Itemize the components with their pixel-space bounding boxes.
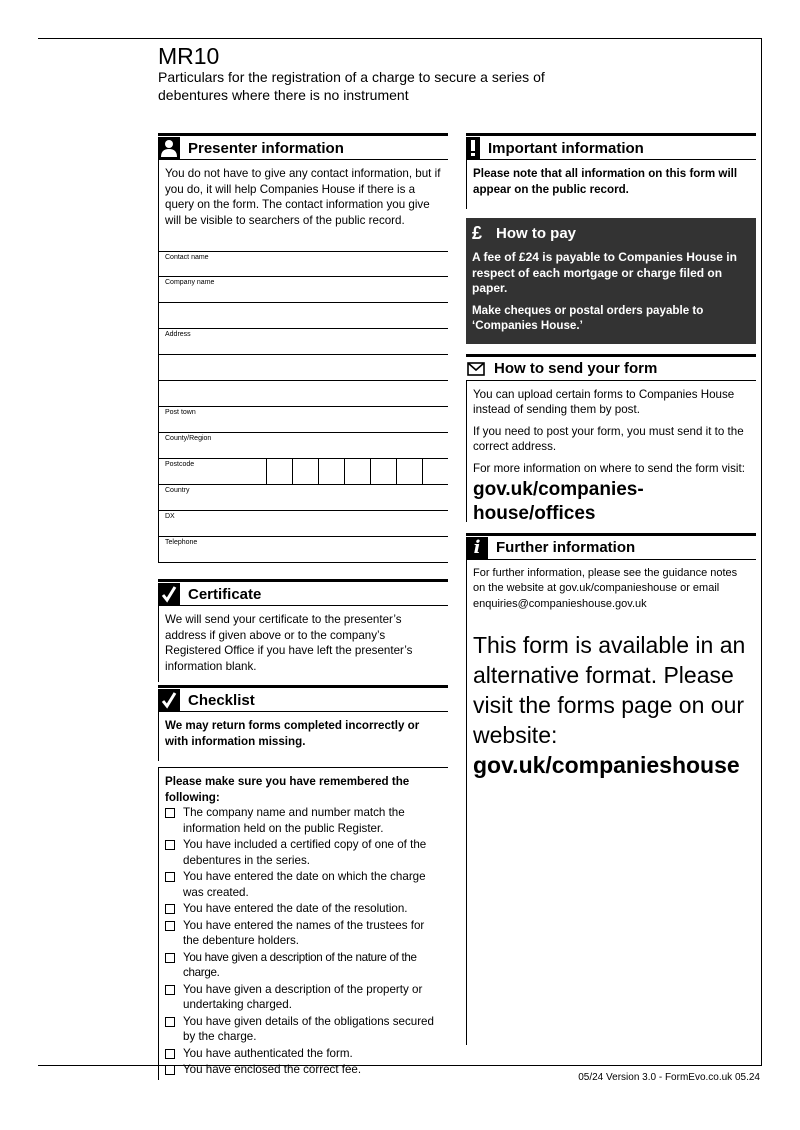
postcode-box[interactable] — [396, 459, 422, 484]
checklist-intro: Please make sure you have remembered the following: — [165, 775, 410, 804]
alt-format-box — [466, 630, 756, 1045]
certificate-box — [158, 605, 448, 682]
checkbox[interactable] — [165, 953, 175, 963]
checkbox[interactable] — [165, 1065, 175, 1075]
send-box — [466, 380, 756, 522]
further-section-header — [466, 533, 756, 559]
dx-field[interactable] — [158, 511, 448, 537]
page-frame-right — [761, 38, 762, 1065]
checkbox[interactable] — [165, 840, 175, 850]
send-text-1: You can upload certain forms to Companies House instead of sending them by post. — [473, 387, 735, 416]
address-field-line3[interactable] — [158, 381, 448, 407]
send-text-3: For more information on where to send the form visit: — [473, 461, 745, 475]
county-label: County/Region — [165, 435, 212, 442]
pay-section — [466, 218, 756, 344]
dx-label: DX — [165, 513, 175, 520]
checkbox[interactable] — [165, 1017, 175, 1027]
contact-name-label: Contact name — [165, 254, 209, 261]
address-label: Address — [165, 331, 191, 338]
checklist-items — [165, 805, 442, 1078]
pound-icon: £ — [466, 222, 488, 244]
county-field[interactable] — [158, 433, 448, 459]
company-name-field[interactable] — [158, 277, 448, 303]
certificate-section-title: Certificate — [188, 585, 262, 603]
pay-section-header — [466, 218, 756, 244]
telephone-label: Telephone — [165, 539, 198, 546]
send-section-header — [466, 354, 756, 380]
checklist-warning: We may return forms completed incorrectly or with information missing. — [165, 719, 420, 748]
important-box — [466, 159, 756, 209]
form-code: MR10 — [158, 43, 220, 69]
send-section-title: How to send your form — [494, 360, 658, 377]
postcode-box[interactable] — [370, 459, 396, 484]
postcode-box[interactable] — [344, 459, 370, 484]
presenter-section-title: Presenter information — [188, 139, 344, 157]
person-icon — [158, 137, 180, 159]
form-title: Particulars for the registration of a charge to secure a series of debentures where there is no instrument — [158, 69, 545, 103]
postcode-box[interactable] — [266, 459, 292, 484]
checkbox[interactable] — [165, 921, 175, 931]
pay-cheques: Make cheques or postal orders payable to ‘Companies House.’ — [472, 303, 704, 332]
tick-icon — [158, 583, 180, 605]
address-field[interactable] — [158, 329, 448, 355]
checklist-item[interactable]: You have given a description of the nature of the charge. — [165, 950, 442, 981]
checkbox[interactable] — [165, 872, 175, 882]
exclamation-icon — [466, 137, 480, 159]
presenter-intro-box — [158, 159, 448, 251]
alt-format-text: This form is available in an alternative format. Please visit the forms page on our website: — [473, 632, 746, 748]
further-text: For further information, please see the guidance notes on the website at gov.uk/companieshouse or email enquiries@companieshouse.gov.uk — [473, 566, 738, 610]
certificate-text: We will send your certificate to the presenter’s address if given above or to the company’s Registered Office if you have left the presenter’s information blank. — [165, 613, 413, 673]
page-frame-top — [38, 38, 762, 39]
important-text: Please note that all information on this form will appear on the public record. — [473, 167, 738, 196]
important-section-header — [466, 133, 756, 159]
checklist-item[interactable]: You have given details of the obligations secured by the charge. — [165, 1014, 442, 1045]
pay-box — [466, 244, 756, 344]
postcode-box[interactable] — [292, 459, 318, 484]
further-section-title: Further information — [496, 539, 636, 556]
postcode-box[interactable] — [318, 459, 344, 484]
checklist-section-header — [158, 685, 448, 711]
checkbox[interactable] — [165, 904, 175, 914]
country-field[interactable] — [158, 485, 448, 511]
checklist-item[interactable]: You have given a description of the property or undertaking charged. — [165, 982, 442, 1013]
certificate-section-header — [158, 579, 448, 605]
checklist-item[interactable]: You have entered the date of the resolution. — [165, 901, 442, 917]
checkbox[interactable] — [165, 1049, 175, 1059]
postcode-box[interactable] — [241, 459, 266, 484]
presenter-section-header — [158, 133, 448, 159]
country-label: Country — [165, 487, 190, 494]
footer-version: 05/24 Version 3.0 - FormEvo.co.uk 05.24 — [578, 1072, 760, 1083]
company-name-field-line2[interactable] — [158, 303, 448, 329]
checklist-item[interactable]: You have authenticated the form. — [165, 1046, 442, 1062]
checklist-box — [158, 767, 448, 1080]
address-field-line2[interactable] — [158, 355, 448, 381]
companieshouse-link[interactable]: gov.uk/companieshouse — [473, 752, 740, 778]
checklist-item[interactable]: You have entered the date on which the charge was created. — [165, 869, 442, 900]
checkbox[interactable] — [165, 808, 175, 818]
post-town-label: Post town — [165, 409, 196, 416]
left-column — [158, 133, 448, 1080]
checklist-item[interactable]: You have included a certified copy of one of the debentures in the series. — [165, 837, 442, 868]
send-text-2: If you need to post your form, you must send it to the correct address. — [473, 424, 744, 453]
info-icon: i — [466, 537, 488, 559]
post-town-field[interactable] — [158, 407, 448, 433]
envelope-icon — [466, 358, 486, 380]
presenter-intro: You do not have to give any contact information, but if you do, it will help Companies House if there is a query on the form. The contact information you give will be visible to searchers of the public record. — [165, 167, 441, 227]
pay-fee: A fee of £24 is payable to Companies House in respect of each mortgage or charge filed on paper. — [472, 250, 737, 295]
checklist-item[interactable]: The company name and number match the information held on the public Register. — [165, 805, 442, 836]
postcode-boxes — [241, 459, 448, 484]
checkbox[interactable] — [165, 985, 175, 995]
tick-icon — [158, 689, 180, 711]
checklist-item[interactable]: You have entered the names of the trustees for the debenture holders. — [165, 918, 442, 949]
offices-link[interactable]: gov.uk/companies-house/offices — [473, 479, 644, 524]
contact-name-field[interactable] — [158, 251, 448, 277]
right-column — [466, 133, 756, 1045]
further-box — [466, 559, 756, 631]
company-name-label: Company name — [165, 279, 215, 286]
postcode-box[interactable] — [422, 459, 448, 484]
pay-section-title: How to pay — [496, 224, 577, 242]
postcode-label: Postcode — [165, 461, 195, 468]
checklist-item[interactable]: You have enclosed the correct fee. — [165, 1062, 442, 1078]
checklist-section-title: Checklist — [188, 691, 255, 709]
telephone-field[interactable] — [158, 537, 448, 563]
postcode-field[interactable] — [158, 459, 448, 485]
important-section-title: Important information — [488, 139, 644, 157]
checklist-warning-box — [158, 711, 448, 761]
